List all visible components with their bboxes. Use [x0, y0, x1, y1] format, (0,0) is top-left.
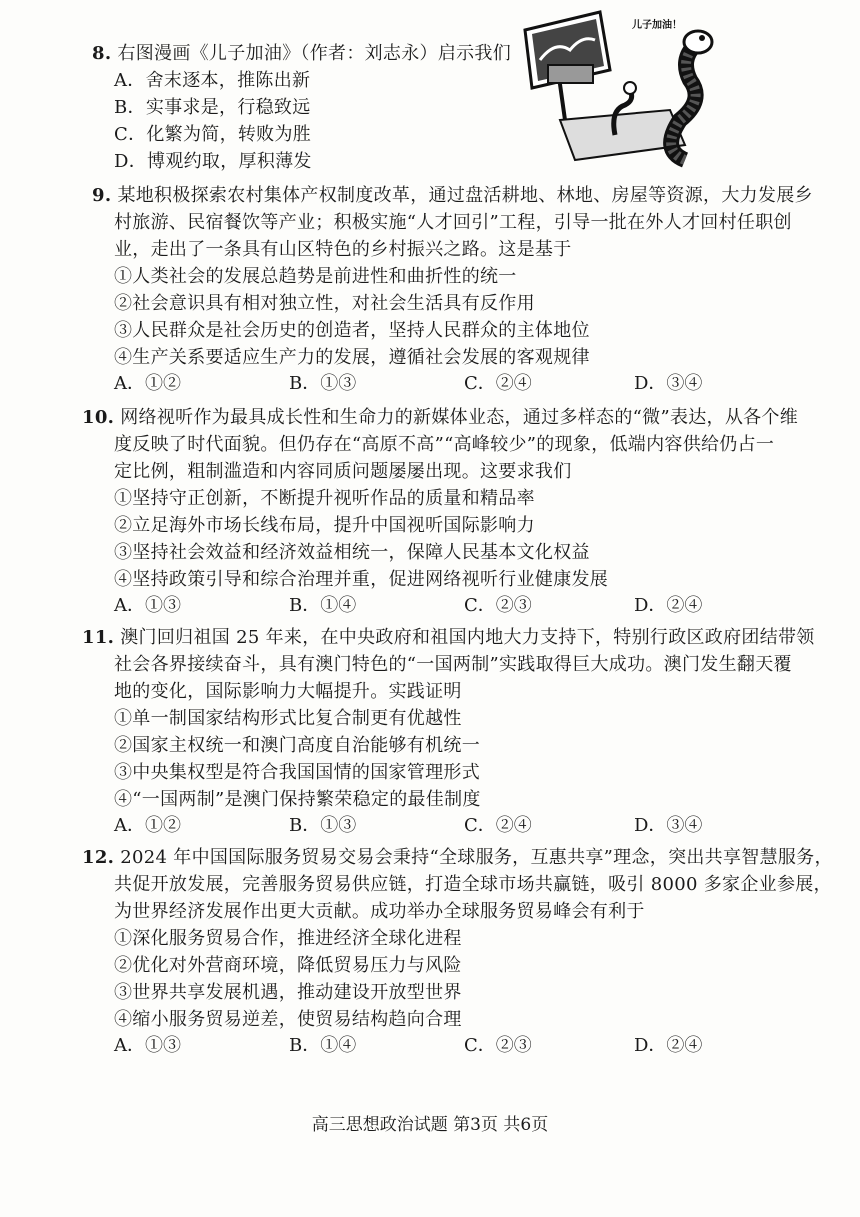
question-stem-line: 为世界经济发展作出更大贡献。成功举办全球服务贸易峰会有利于	[114, 901, 645, 922]
question-stem-line	[82, 624, 815, 651]
choice-a: A．①②	[114, 373, 181, 394]
question-stem-line: 定比例，粗制滥造和内容同质问题屡屡出现。这要求我们	[114, 461, 572, 482]
question-stem-line: 村旅游、民宿餐饮等产业；积极实施“人才回引”工程，引导一批在外人才回村任职创	[114, 212, 792, 233]
option-c: C．化繁为简，转败为胜	[114, 124, 312, 145]
question-12	[82, 844, 833, 1061]
question-stem-line: 社会各界接续奋斗，具有澳门特色的“一国两制”实践取得巨大成功。澳门发生翻天覆	[114, 654, 792, 675]
statement-3: ③人民群众是社会历史的创造者，坚持人民群众的主体地位	[114, 320, 590, 341]
question-9	[92, 182, 813, 399]
question-number: 8.	[92, 43, 112, 64]
question-11	[82, 624, 815, 841]
question-stem-line: 共促开放发展，完善服务贸易供应链，打造全球市场共赢链，吸引 8000 多家企业参展，	[114, 874, 832, 895]
choice-b: B．①③	[289, 373, 357, 394]
question-number: 12.	[82, 847, 115, 868]
statement-1: ①人类社会的发展总趋势是前进性和曲折性的统一	[114, 266, 517, 287]
choices-row	[82, 593, 782, 621]
choice-d: D．③④	[634, 815, 703, 836]
question-number: 11.	[82, 627, 115, 648]
choice-b: B．①④	[289, 1035, 357, 1056]
question-stem-line	[82, 844, 833, 871]
choice-d: D．②④	[634, 595, 703, 616]
choice-c: C．②③	[464, 1035, 532, 1056]
page-footer: 高三思想政治试题 第3页 共6页	[311, 1115, 549, 1135]
statement-3: ③世界共享发展机遇，推动建设开放型世界	[114, 982, 462, 1003]
choice-b: B．①④	[289, 595, 357, 616]
option-a: A．舍末逐本，推陈出新	[114, 70, 311, 91]
question-stem-line	[92, 182, 813, 209]
question-stem-line: 地的变化，国际影响力大幅提升。实践证明	[114, 681, 462, 702]
question-text: 某地积极探索农村集体产权制度改革，通过盘活耕地、林地、房屋等资源，大力发展乡	[117, 185, 813, 206]
question-8	[92, 40, 792, 175]
question-stem	[92, 40, 792, 67]
choice-a: A．①③	[114, 1035, 181, 1056]
statement-2: ②社会意识具有相对独立性，对社会生活具有反作用	[114, 293, 535, 314]
choices-row	[82, 813, 782, 841]
choice-d: D．③④	[634, 373, 703, 394]
statement-3: ③坚持社会效益和经济效益相统一，保障人民基本文化权益	[114, 542, 590, 563]
option-b: B．实事求是，行稳致远	[114, 97, 311, 118]
question-text: 右图漫画《儿子加油》（作者：刘志永）启示我们	[117, 43, 512, 64]
choice-b: B．①③	[289, 815, 357, 836]
question-text: 2024 年中国国际服务贸易交易会秉持“全球服务，互惠共享”理念，突出共享智慧服务，	[120, 847, 833, 868]
statement-1: ①坚持守正创新，不断提升视听作品的质量和精品率	[114, 488, 535, 509]
question-stem-line: 业，走出了一条具有山区特色的乡村振兴之路。这是基于	[114, 239, 572, 260]
choice-a: A．①③	[114, 595, 181, 616]
statement-1: ①深化服务贸易合作，推进经济全球化进程	[114, 928, 462, 949]
question-text: 网络视听作为最具成长性和生命力的新媒体业态，通过多样态的“微”表达，从各个维	[120, 407, 799, 428]
statement-4: ④“一国两制”是澳门保持繁荣稳定的最佳制度	[114, 789, 481, 810]
choices-row	[92, 371, 792, 399]
choices-row	[82, 1033, 782, 1061]
question-text: 澳门回归祖国 25 年来，在中央政府和祖国内地大力支持下，特别行政区政府团结带领	[120, 627, 815, 648]
statement-4: ④坚持政策引导和综合治理并重，促进网络视听行业健康发展	[114, 569, 609, 590]
question-stem-line: 度反映了时代面貌。但仍存在“高原不高”“高峰较少”的现象，低端内容供给仍占一	[114, 434, 775, 455]
statement-4: ④生产关系要适应生产力的发展，遵循社会发展的客观规律	[114, 347, 590, 368]
question-number: 10.	[82, 407, 115, 428]
choice-c: C．②④	[464, 815, 532, 836]
statement-2: ②国家主权统一和澳门高度自治能够有机统一	[114, 735, 480, 756]
statement-4: ④缩小服务贸易逆差，使贸易结构趋向合理	[114, 1009, 462, 1030]
statement-2: ②优化对外营商环境，降低贸易压力与风险	[114, 955, 462, 976]
choice-a: A．①②	[114, 815, 181, 836]
question-stem-line	[82, 404, 799, 431]
option-d: D．博观约取，厚积薄发	[114, 151, 312, 172]
question-10	[82, 404, 799, 621]
choice-d: D．②④	[634, 1035, 703, 1056]
question-number: 9.	[92, 185, 112, 206]
statement-3: ③中央集权型是符合我国国情的国家管理形式	[114, 762, 480, 783]
cartoon-caption: 儿子加油！	[632, 20, 682, 31]
choice-c: C．②③	[464, 595, 532, 616]
choice-c: C．②④	[464, 373, 532, 394]
statement-2: ②立足海外市场长线布局，提升中国视听国际影响力	[114, 515, 535, 536]
statement-1: ①单一制国家结构形式比复合制更有优越性	[114, 708, 462, 729]
